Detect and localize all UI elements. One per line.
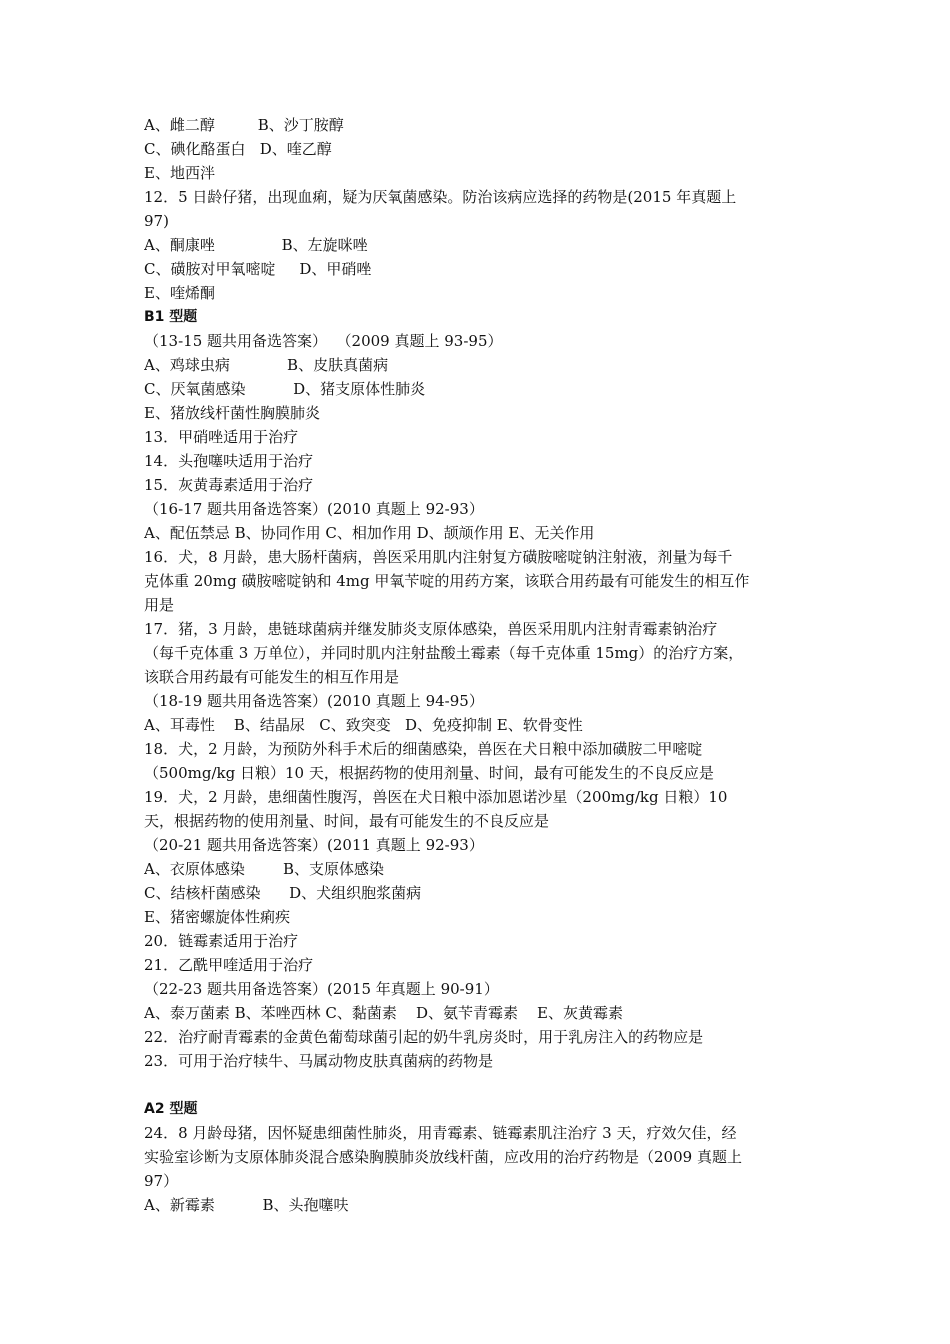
- text-line: A、酮康唑 B、左旋咪唑: [144, 236, 368, 254]
- text-line: 13．甲硝唑适用于治疗: [144, 428, 299, 446]
- text-line: 19．犬，2 月龄，患细菌性腹泻，兽医在犬日粮中添加恩诺沙星（200mg/kg 日粮）10: [144, 788, 728, 806]
- text-line: E、地西泮: [144, 164, 215, 182]
- text-line: 97): [144, 212, 169, 230]
- text-line: 97）: [144, 1172, 179, 1190]
- text-line: 16．犬，8 月龄，患大肠杆菌病，兽医采用肌内注射复方磺胺嘧啶钠注射液，剂量为每千: [144, 548, 733, 566]
- text-line: （500mg/kg 日粮）10 天，根据药物的使用剂量、时间，最有可能发生的不良反应是: [144, 764, 714, 782]
- text-line: （22-23 题共用备选答案）(2015 年真题上 90-91）: [144, 980, 499, 998]
- text-line: 21．乙酰甲喹适用于治疗: [144, 956, 314, 974]
- text-line: 克体重 20mg 磺胺嘧啶钠和 4mg 甲氧苄啶的用药方案，该联合用药最有可能发生的相互作: [144, 572, 750, 590]
- text-line: 实验室诊断为支原体肺炎混合感染胸膜肺炎放线杆菌，应改用的治疗药物是（2009 真题上: [144, 1148, 742, 1166]
- text-line: E、喹烯酮: [144, 284, 215, 302]
- text-line: A、衣原体感染 B、支原体感染: [144, 860, 385, 878]
- text-line: （18-19 题共用备选答案）(2010 真题上 94-95）: [144, 692, 484, 710]
- text-line: 20．链霉素适用于治疗: [144, 932, 299, 950]
- text-line: A、配伍禁忌 B、协同作用 C、相加作用 D、颉颃作用 E、无关作用: [144, 524, 595, 542]
- text-line: 24．8 月龄母猪，因怀疑患细菌性肺炎，用青霉素、链霉素肌注治疗 3 天，疗效欠佳，经: [144, 1124, 737, 1142]
- text-line: 12．5 日龄仔猪，出现血痢，疑为厌氧菌感染。防治该病应选择的药物是(2015 年真题上: [144, 188, 737, 206]
- text-line: 该联合用药最有可能发生的相互作用是: [144, 668, 400, 686]
- text-line: C、厌氧菌感染 D、猪支原体性肺炎: [144, 380, 426, 398]
- text-line: C、磺胺对甲氧嘧啶 D、甲硝唑: [144, 260, 372, 278]
- text-line: 22．治疗耐青霉素的金黄色葡萄球菌引起的奶牛乳房炎时，用于乳房注入的药物应是: [144, 1028, 704, 1046]
- text-line: E、猪密螺旋体性痢疾: [144, 908, 290, 926]
- text-line: A、泰万菌素 B、苯唑西林 C、黏菌素 D、氨苄青霉素 E、灰黄霉素: [144, 1004, 623, 1022]
- text-line: 用是: [144, 596, 175, 614]
- text-line: E、猪放线杆菌性胸膜肺炎: [144, 404, 320, 422]
- text-line: （16-17 题共用备选答案）(2010 真题上 92-93）: [144, 500, 484, 518]
- text-line: 天，根据药物的使用剂量、时间，最有可能发生的不良反应是: [144, 812, 550, 830]
- section-heading: B1 型题: [144, 309, 198, 325]
- text-line: 23．可用于治疗犊牛、马属动物皮肤真菌病的药物是: [144, 1052, 494, 1070]
- document-body: [144, 113, 824, 1217]
- blank-line: [144, 1073, 824, 1097]
- text-line: （20-21 题共用备选答案）(2011 真题上 92-93）: [144, 836, 484, 854]
- section-heading: A2 型题: [144, 1101, 198, 1117]
- text-line: 17．猪，3 月龄，患链球菌病并继发肺炎支原体感染，兽医采用肌内注射青霉素钠治疗: [144, 620, 718, 638]
- text-line: A、鸡球虫病 B、皮肤真菌病: [144, 356, 389, 374]
- text-line: A、耳毒性 B、结晶尿 C、致突变 D、免疫抑制 E、软骨变性: [144, 716, 583, 734]
- text-line: C、结核杆菌感染 D、犬组织胞浆菌病: [144, 884, 422, 902]
- text-line: A、雌二醇 B、沙丁胺醇: [144, 116, 344, 134]
- text-line: （每千克体重 3 万单位），并同时肌内注射盐酸土霉素（每千克体重 15mg）的治疗方案，: [144, 644, 744, 662]
- text-line: C、碘化酪蛋白 D、喹乙醇: [144, 140, 332, 158]
- text-line: （13-15 题共用备选答案） （2009 真题上 93-95）: [144, 332, 503, 350]
- text-line: 15．灰黄毒素适用于治疗: [144, 476, 314, 494]
- text-line: 14．头孢噻呋适用于治疗: [144, 452, 314, 470]
- text-line: A、新霉素 B、头孢噻呋: [144, 1196, 349, 1214]
- text-line: 18．犬，2 月龄，为预防外科手术后的细菌感染，兽医在犬日粮中添加磺胺二甲嘧啶: [144, 740, 703, 758]
